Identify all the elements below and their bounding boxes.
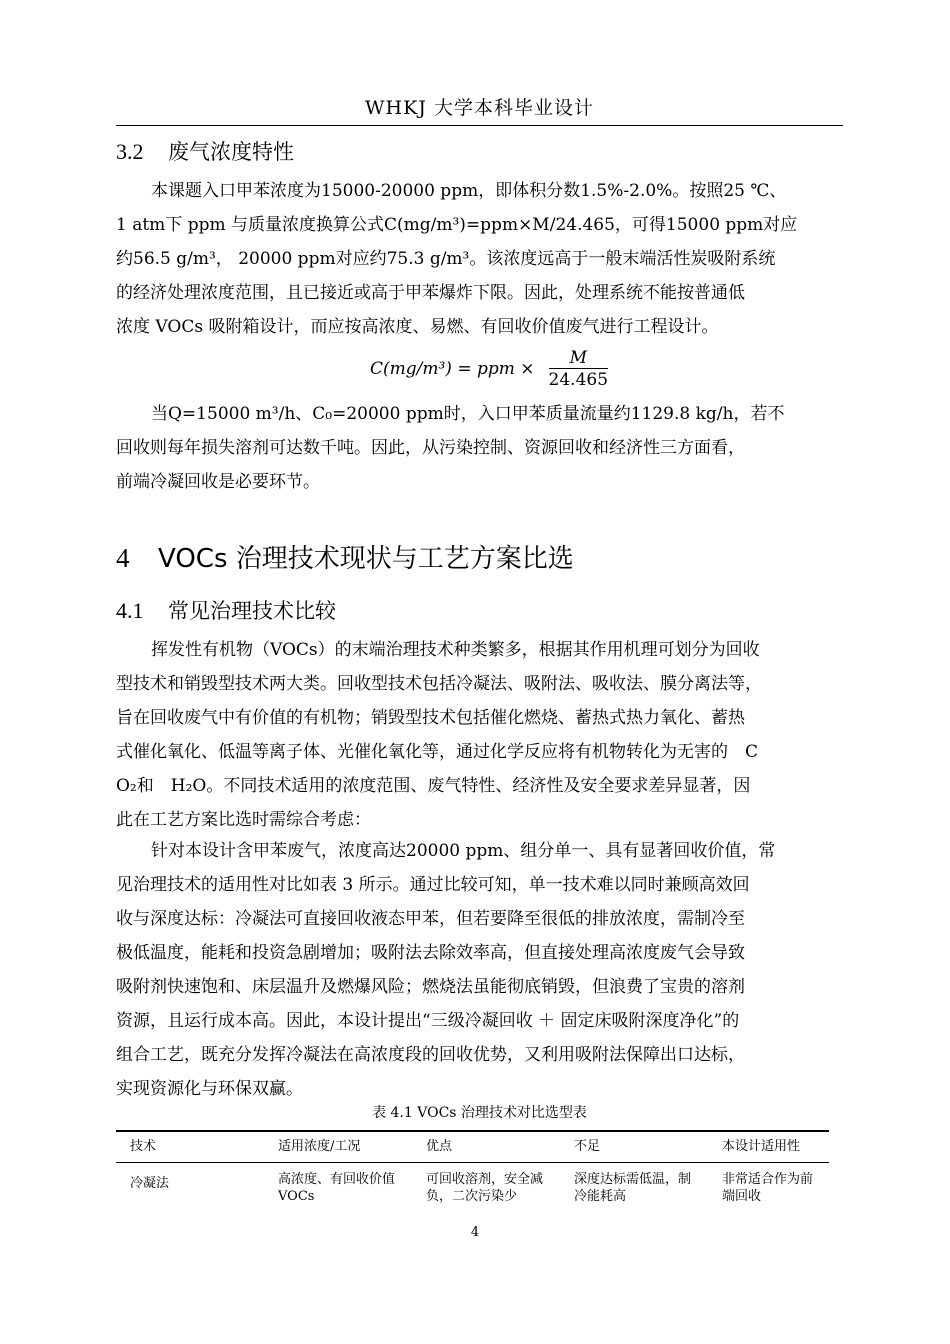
section-number: 4.1 (116, 598, 144, 623)
section-heading-3-2 (116, 137, 294, 167)
table-cell: 冷凝法 (130, 1176, 170, 1191)
text-line: 资源，且运行成本高。因此，本设计提出“三级冷凝回收 ＋ 固定床吸附深度净化”的 (116, 1011, 740, 1031)
column-header: 优点 (412, 1131, 560, 1163)
text-line: 此在工艺方案比选时需综合考虑： (116, 810, 371, 830)
column-header: 技术 (116, 1131, 264, 1163)
paragraph-4-1-b (116, 834, 843, 1106)
table-cell: 可回收溶剂，安全减负，二次污染少 (426, 1172, 544, 1204)
section-heading-4-1 (116, 596, 336, 626)
text-line: 极低温度，能耗和投资急剧增加；吸附法去除效率高，但直接处理高浓度废气会导致 (116, 943, 745, 963)
page-header: WHKJ 大学本科毕业设计 (365, 97, 594, 119)
text-line: 本课题入口甲苯浓度为15000-20000 ppm，即体积分数1.5%-2.0%。按照25 ℃、 (151, 181, 787, 201)
table-cell: 高浓度、有回收价值 VOCs (278, 1172, 396, 1204)
text-line: 吸附剂快速饱和、床层温升及燃爆风险；燃烧法虽能彻底销毁，但浪费了宝贵的溶剂 (116, 977, 745, 997)
conversion-formula (370, 346, 608, 392)
table-caption: 表 4.1 VOCs 治理技术对比选型表 (372, 1105, 587, 1121)
table-cell: 深度达标需低温，制冷能耗高 (574, 1172, 692, 1204)
text-line: 浓度 VOCs 吸附箱设计，而应按高浓度、易燃、有回收价值废气进行工程设计。 (116, 317, 719, 337)
section-title: 废气浓度特性 (168, 140, 294, 164)
chapter-number: 4 (116, 543, 130, 573)
text-line: 式催化氧化、低温等离子体、光催化氧化等，通过化学反应将有机物转化为无害的 C (116, 742, 759, 762)
table-header-row (116, 1131, 829, 1163)
header-rule (116, 125, 843, 126)
text-line: 组合工艺，既充分发挥冷凝法在高浓度段的回收优势，又利用吸附法保障出口达标， (116, 1045, 745, 1065)
text-line: 挥发性有机物（VOCs）的末端治理技术种类繁多，根据其作用机理可划分为回收 (151, 640, 760, 660)
chapter-title: VOCs 治理技术现状与工艺方案比选 (158, 544, 574, 574)
comparison-table (116, 1130, 829, 1209)
page-number: 4 (470, 1225, 480, 1240)
text-line: 1 atm下 ppm 与质量浓度换算公式C(mg/m³)=ppm×M/24.465，可得15000 ppm对应 (116, 215, 798, 235)
column-header: 适用浓度/工况 (264, 1131, 412, 1163)
text-line: 前端冷凝回收是必要环节。 (116, 472, 320, 492)
formula-fraction (549, 348, 608, 391)
text-line: 收与深度达标：冷凝法可直接回收液态甲苯，但若要降至很低的排放浓度，需制冷至 (116, 909, 745, 929)
chapter-heading-4 (116, 540, 574, 577)
text-line: 回收则每年损失溶剂可达数千吨。因此，从污染控制、资源回收和经济性三方面看， (116, 438, 745, 458)
paragraph-3-2-b (116, 397, 843, 499)
column-header: 本设计适用性 (708, 1131, 829, 1163)
column-header: 不足 (560, 1131, 708, 1163)
section-number: 3.2 (116, 139, 144, 164)
text-line: 针对本设计含甲苯废气，浓度高达20000 ppm、组分单一、具有显著回收价值，常 (151, 841, 776, 861)
formula-denominator: 24.465 (548, 369, 609, 390)
table-cell: 非常适合作为前端回收 (722, 1172, 814, 1204)
text-line: 旨在回收废气中有价值的有机物；销毁型技术包括催化燃烧、蓄热式热力氧化、蓄热 (116, 708, 745, 728)
paragraph-3-2-a (116, 174, 843, 344)
text-line: 当Q=15000 m³/h、C₀=20000 ppm时，入口甲苯质量流量约1129.8 kg/h，若不 (151, 404, 785, 424)
paragraph-4-1-a (116, 633, 843, 837)
section-title: 常见治理技术比较 (168, 599, 336, 623)
text-line: 的经济处理浓度范围，且已接近或高于甲苯爆炸下限。因此，处理系统不能按普通低 (116, 283, 745, 303)
text-line: 约56.5 g/m³， 20000 ppm对应约75.3 g/m³。该浓度远高于一般末端活性炭吸附系统 (116, 249, 776, 269)
text-line: 见治理技术的适用性对比如表 3 所示。通过比较可知，单一技术难以同时兼顾高效回 (116, 875, 750, 895)
text-line: O₂和 H₂O。不同技术适用的浓度范围、废气特性、经济性及安全要求差异显著，因 (116, 776, 751, 796)
formula-lhs: C(mg/m³) = ppm × (370, 359, 535, 379)
text-line: 型技术和销毁型技术两大类。回收型技术包括冷凝法、吸附法、吸收法、膜分离法等， (116, 674, 762, 694)
text-line: 实现资源化与环保双赢。 (116, 1079, 303, 1099)
formula-numerator: M (569, 347, 587, 368)
table-row (116, 1163, 829, 1210)
